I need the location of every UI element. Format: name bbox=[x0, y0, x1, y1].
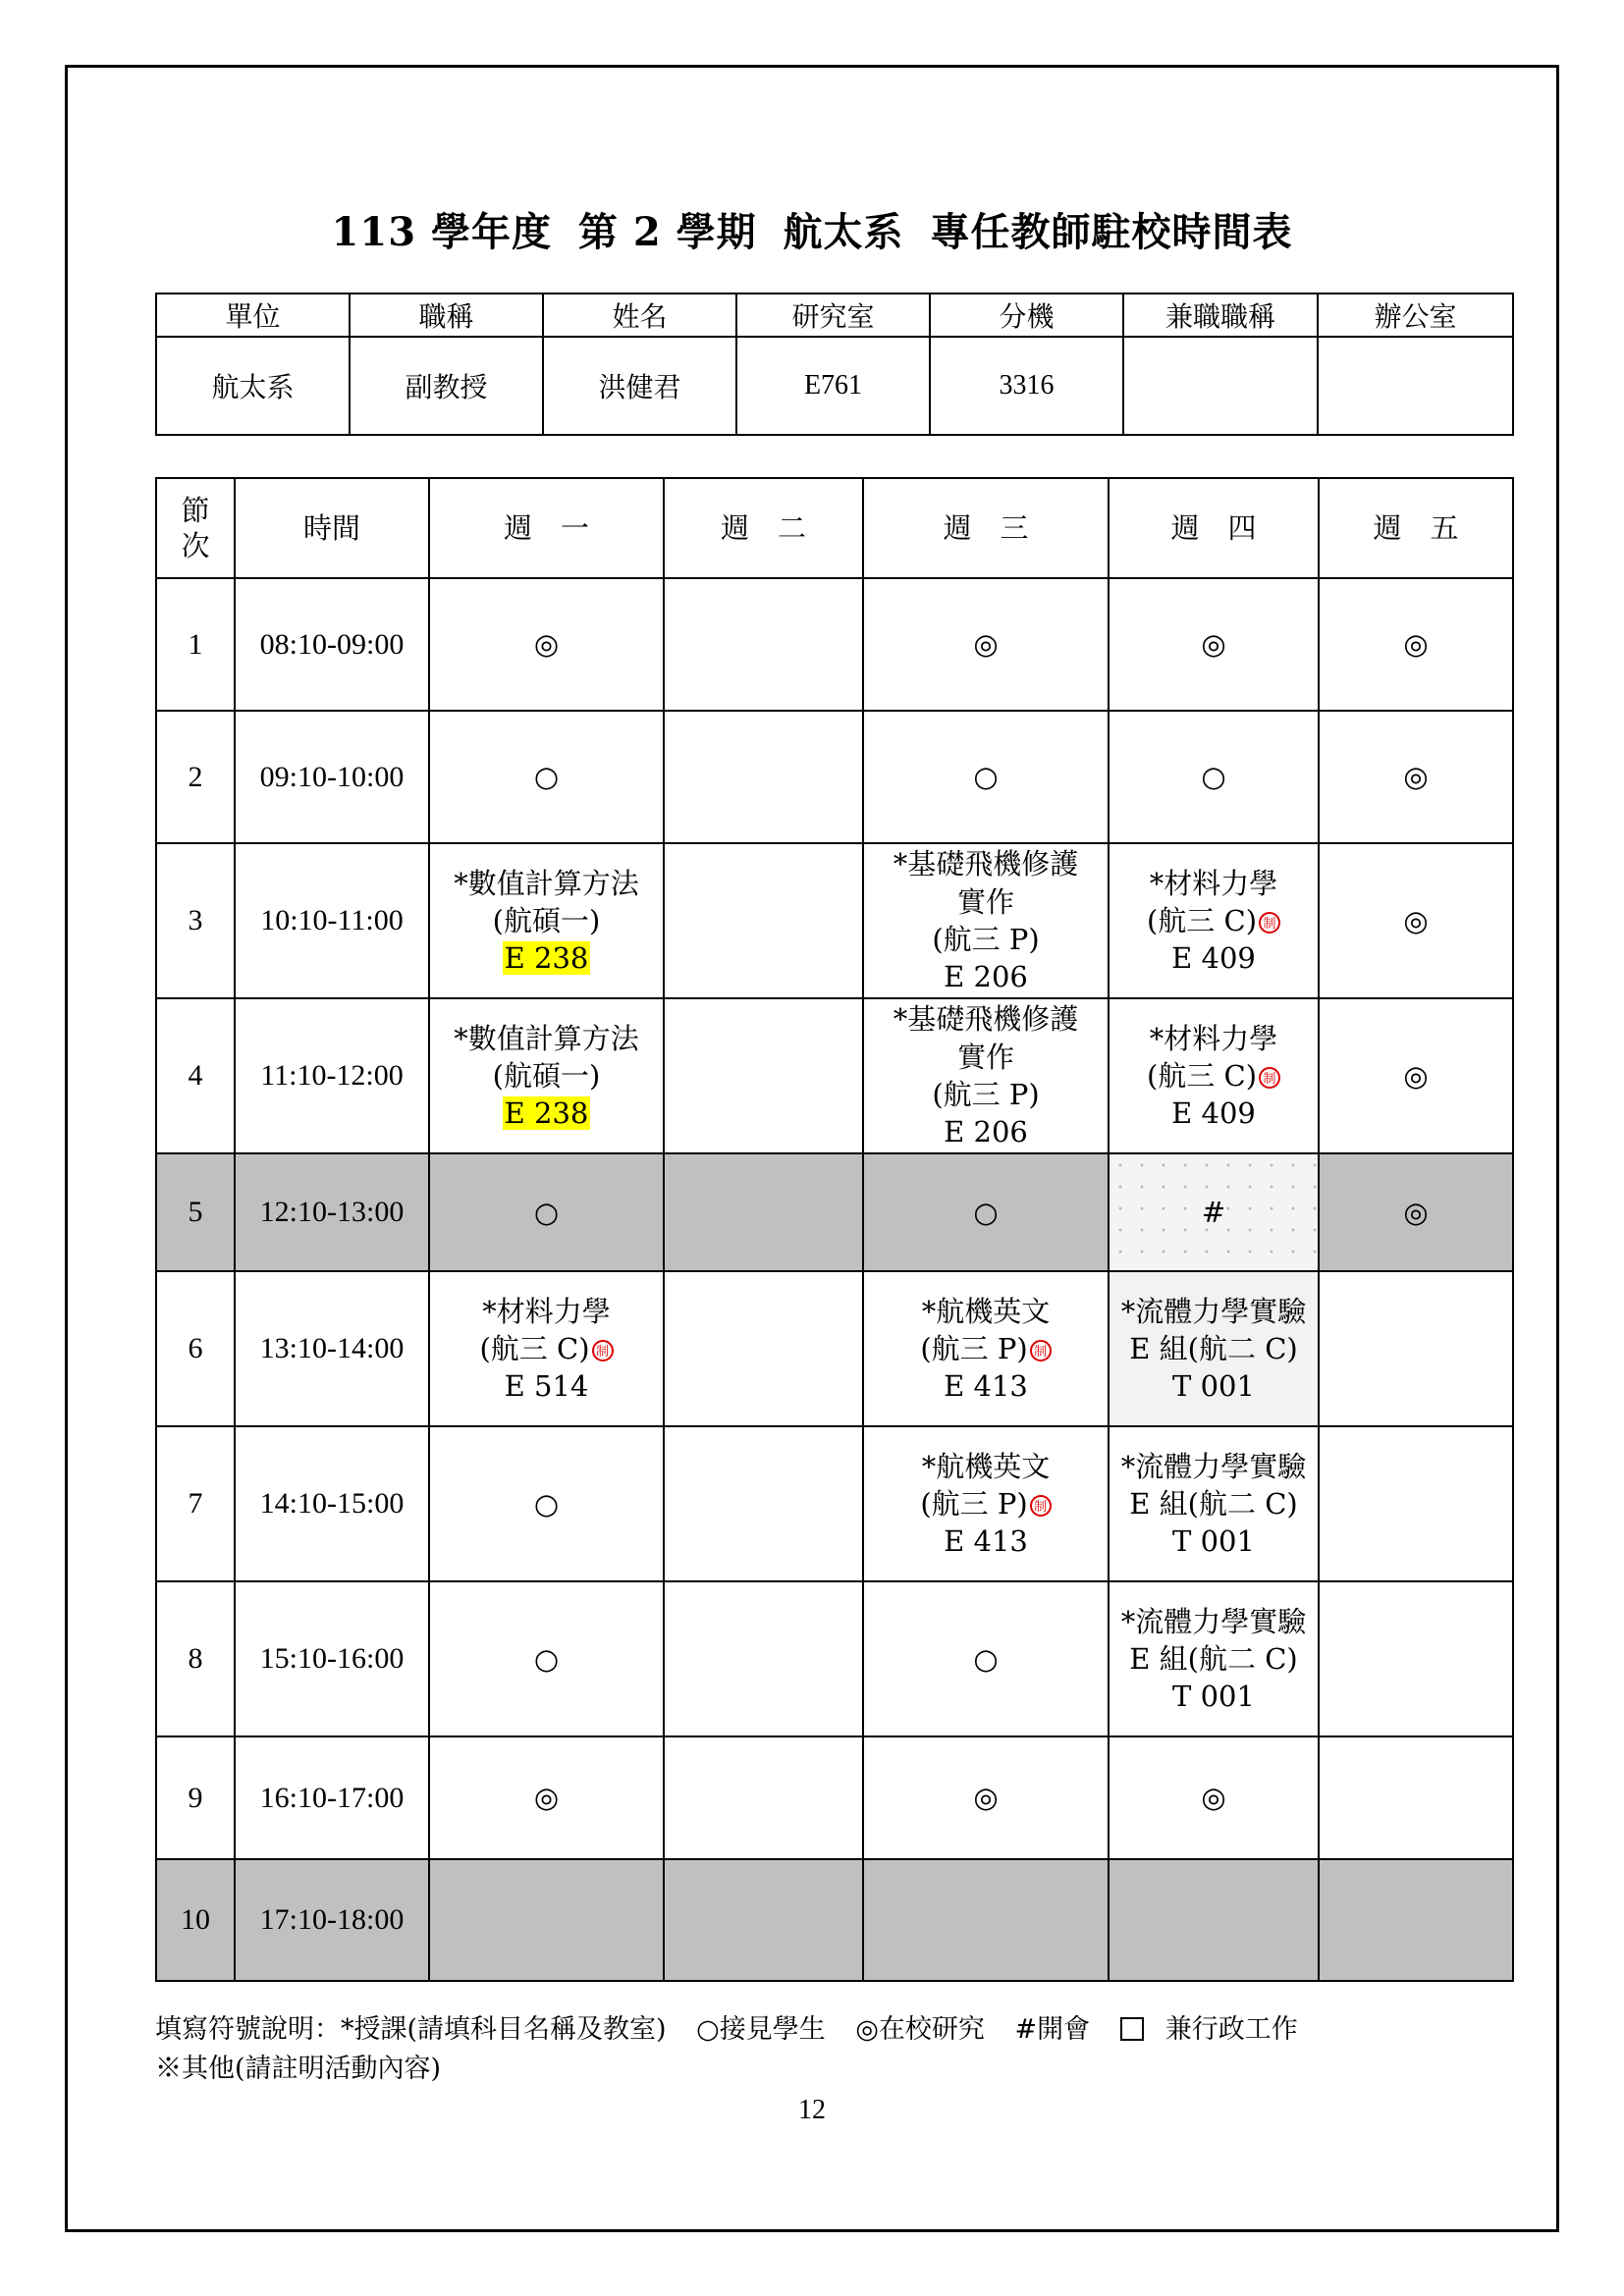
table-row bbox=[156, 1581, 1513, 1736]
course-name: *流體力學實驗 bbox=[1120, 1604, 1307, 1638]
info-header-ext: 分機 bbox=[930, 294, 1123, 337]
info-name: 洪健君 bbox=[543, 337, 736, 435]
cell-tue bbox=[664, 1426, 863, 1581]
course-class: (航碩一) bbox=[492, 903, 601, 937]
period-time: 08:10-09:00 bbox=[235, 578, 429, 711]
period-time: 10:10-11:00 bbox=[235, 843, 429, 998]
header-time: 時間 bbox=[235, 478, 429, 578]
header-fri: 週 五 bbox=[1319, 478, 1513, 578]
table-row bbox=[156, 998, 1513, 1153]
course-room: E 409 bbox=[1171, 941, 1256, 976]
course-name: *流體力學實驗 bbox=[1120, 1294, 1307, 1328]
cell-tue bbox=[664, 1859, 863, 1981]
course-class: (航三 C) bbox=[479, 1331, 590, 1365]
course-name: *材料力學 bbox=[1149, 1021, 1278, 1055]
info-header-title: 職稱 bbox=[350, 294, 543, 337]
course-name: *航機英文 bbox=[921, 1449, 1051, 1483]
course-room: E 409 bbox=[1171, 1096, 1256, 1131]
cell-wed: ◎ bbox=[863, 578, 1109, 711]
seal-stamp: 制 bbox=[592, 1340, 614, 1362]
cell-fri: ◎ bbox=[1319, 578, 1513, 711]
header-wed: 週 三 bbox=[863, 478, 1109, 578]
cell-mon: ◎ bbox=[429, 578, 664, 711]
course-name: *材料力學 bbox=[1149, 866, 1278, 900]
table-row bbox=[156, 843, 1513, 998]
cell-thu: ○ bbox=[1109, 711, 1319, 843]
cell-tue bbox=[664, 998, 863, 1153]
period-time: 12:10-13:00 bbox=[235, 1153, 429, 1271]
period-number: 4 bbox=[156, 998, 235, 1153]
course-class: (航三 C) bbox=[1146, 903, 1258, 937]
seal-stamp: 制 bbox=[1030, 1340, 1052, 1362]
info-unit: 航太系 bbox=[156, 337, 350, 435]
course-aviation-english bbox=[863, 1271, 1109, 1426]
period-number: 8 bbox=[156, 1581, 235, 1736]
cell-wed bbox=[863, 1859, 1109, 1981]
period-number: 5 bbox=[156, 1153, 235, 1271]
cell-wed: ○ bbox=[863, 1153, 1109, 1271]
title-dept: 航太系 bbox=[783, 209, 904, 255]
course-name: *航機英文 bbox=[921, 1294, 1051, 1328]
course-name: *流體力學實驗 bbox=[1120, 1449, 1307, 1483]
period-number: 9 bbox=[156, 1736, 235, 1859]
header-thu: 週 四 bbox=[1109, 478, 1319, 578]
period-number: 2 bbox=[156, 711, 235, 843]
legend-meeting: #開會 bbox=[1014, 2014, 1091, 2045]
legend bbox=[155, 2010, 1320, 2089]
cell-tue bbox=[664, 1271, 863, 1426]
seal-stamp: 制 bbox=[1259, 1067, 1280, 1089]
cell-tue bbox=[664, 578, 863, 711]
period-time: 13:10-14:00 bbox=[235, 1271, 429, 1426]
cell-tue bbox=[664, 1736, 863, 1859]
legend-research: ◎在校研究 bbox=[855, 2014, 985, 2045]
course-room: E 238 bbox=[504, 1096, 589, 1131]
table-row bbox=[156, 1271, 1513, 1426]
course-room: T 001 bbox=[1172, 1524, 1255, 1559]
legend-meet-students: ○接見學生 bbox=[696, 2014, 826, 2045]
course-class: E 組(航二 C) bbox=[1129, 1486, 1298, 1521]
info-header-part-title: 兼職職稱 bbox=[1123, 294, 1318, 337]
table-row bbox=[156, 1153, 1513, 1271]
course-class: (航三 P) bbox=[920, 1331, 1028, 1365]
seal-stamp: 制 bbox=[1259, 912, 1280, 934]
cell-fri: ◎ bbox=[1319, 1153, 1513, 1271]
period-number: 1 bbox=[156, 578, 235, 711]
page-number: 12 bbox=[798, 2095, 826, 2125]
course-name-cont: 實作 bbox=[956, 884, 1014, 919]
title-year: 113 學年度 bbox=[331, 209, 552, 255]
course-class: (航三 P) bbox=[920, 1486, 1028, 1521]
course-name: *基礎飛機修護 bbox=[893, 847, 1079, 881]
info-part-title bbox=[1123, 337, 1318, 435]
info-ext: 3316 bbox=[930, 337, 1123, 435]
cell-fri bbox=[1319, 1426, 1513, 1581]
course-room: T 001 bbox=[1172, 1680, 1255, 1714]
checkbox-icon bbox=[1120, 2017, 1144, 2041]
course-room: E 238 bbox=[504, 941, 589, 976]
info-title: 副教授 bbox=[350, 337, 543, 435]
course-class: E 組(航二 C) bbox=[1129, 1641, 1298, 1676]
course-class: (航三 P) bbox=[932, 923, 1040, 956]
course-aviation-english bbox=[863, 1426, 1109, 1581]
cell-fri bbox=[1319, 1736, 1513, 1859]
course-name: *材料力學 bbox=[482, 1294, 611, 1328]
info-office: E761 bbox=[736, 337, 930, 435]
course-room: E 413 bbox=[944, 1524, 1028, 1559]
course-room: E 206 bbox=[944, 960, 1028, 994]
course-room: E 514 bbox=[504, 1369, 589, 1404]
cell-tue bbox=[664, 1153, 863, 1271]
course-name: *數值計算方法 bbox=[454, 1021, 639, 1055]
course-materials-mechanics bbox=[429, 1271, 664, 1426]
cell-mon: ○ bbox=[429, 1426, 664, 1581]
title-term: 第 2 學期 bbox=[577, 209, 757, 255]
cell-wed: ○ bbox=[863, 711, 1109, 843]
info-header-unit: 單位 bbox=[156, 294, 350, 337]
course-aircraft-maintenance bbox=[863, 998, 1109, 1153]
course-room: E 413 bbox=[944, 1369, 1028, 1404]
cell-mon: ○ bbox=[429, 1581, 664, 1736]
legend-admin-work: 兼行政工作 bbox=[1164, 2014, 1298, 2045]
info-admin-office bbox=[1318, 337, 1513, 435]
header-period bbox=[156, 478, 235, 578]
title-doc: 專任教師駐校時間表 bbox=[930, 209, 1293, 255]
course-class: (航三 P) bbox=[932, 1078, 1040, 1111]
course-class: (航碩一) bbox=[492, 1058, 601, 1093]
legend-teaching: 填寫符號說明：*授課(請填科目名稱及教室) bbox=[155, 2014, 667, 2045]
info-header-name: 姓名 bbox=[543, 294, 736, 337]
cell-wed: ◎ bbox=[863, 1736, 1109, 1859]
info-header-admin-office: 辦公室 bbox=[1318, 294, 1513, 337]
cell-fri: ◎ bbox=[1319, 998, 1513, 1153]
table-row bbox=[156, 1736, 1513, 1859]
seal-stamp: 制 bbox=[1030, 1495, 1052, 1517]
page-title bbox=[0, 201, 1624, 257]
table-row bbox=[156, 578, 1513, 711]
period-time: 09:10-10:00 bbox=[235, 711, 429, 843]
course-aircraft-maintenance bbox=[863, 843, 1109, 998]
header-period-text: 節次 bbox=[181, 493, 210, 562]
cell-fri: ◎ bbox=[1319, 711, 1513, 843]
course-numerical-methods bbox=[429, 998, 664, 1153]
schedule-header-row bbox=[156, 478, 1513, 578]
cell-tue bbox=[664, 1581, 863, 1736]
cell-fri bbox=[1319, 1859, 1513, 1981]
course-class: (航三 C) bbox=[1146, 1058, 1258, 1093]
period-number: 7 bbox=[156, 1426, 235, 1581]
cell-tue bbox=[664, 843, 863, 998]
cell-fri: ◎ bbox=[1319, 843, 1513, 998]
period-number: 3 bbox=[156, 843, 235, 998]
course-numerical-methods bbox=[429, 843, 664, 998]
cell-mon: ○ bbox=[429, 711, 664, 843]
cell-fri bbox=[1319, 1581, 1513, 1736]
course-materials-mechanics bbox=[1109, 998, 1319, 1153]
period-time: 14:10-15:00 bbox=[235, 1426, 429, 1581]
cell-fri bbox=[1319, 1271, 1513, 1426]
header-mon: 週 一 bbox=[429, 478, 664, 578]
period-time: 11:10-12:00 bbox=[235, 998, 429, 1153]
cell-mon bbox=[429, 1859, 664, 1981]
table-row bbox=[156, 711, 1513, 843]
cell-thu bbox=[1109, 1859, 1319, 1981]
course-fluid-lab bbox=[1109, 1271, 1319, 1426]
course-fluid-lab bbox=[1109, 1581, 1319, 1736]
course-room: E 206 bbox=[944, 1115, 1028, 1149]
schedule-table bbox=[155, 477, 1514, 1982]
table-row bbox=[156, 1426, 1513, 1581]
teacher-info-table bbox=[155, 293, 1514, 436]
cell-wed: ○ bbox=[863, 1581, 1109, 1736]
course-fluid-lab bbox=[1109, 1426, 1319, 1581]
course-name: *基礎飛機修護 bbox=[893, 1002, 1079, 1037]
info-header-office: 研究室 bbox=[736, 294, 930, 337]
cell-mon: ○ bbox=[429, 1153, 664, 1271]
period-time: 17:10-18:00 bbox=[235, 1859, 429, 1981]
cell-thu: ◎ bbox=[1109, 1736, 1319, 1859]
course-name-cont: 實作 bbox=[956, 1040, 1014, 1074]
course-class: E 組(航二 C) bbox=[1129, 1331, 1298, 1365]
course-materials-mechanics bbox=[1109, 843, 1319, 998]
period-time: 16:10-17:00 bbox=[235, 1736, 429, 1859]
cell-thu: ◎ bbox=[1109, 578, 1319, 711]
course-room: T 001 bbox=[1172, 1369, 1255, 1404]
legend-other: ※其他(請註明活動內容) bbox=[155, 2054, 442, 2084]
period-number: 10 bbox=[156, 1859, 235, 1981]
period-time: 15:10-16:00 bbox=[235, 1581, 429, 1736]
table-row bbox=[156, 1859, 1513, 1981]
header-tue: 週 二 bbox=[664, 478, 863, 578]
cell-thu: # bbox=[1109, 1153, 1319, 1271]
cell-tue bbox=[664, 711, 863, 843]
period-number: 6 bbox=[156, 1271, 235, 1426]
legend-line-1 bbox=[155, 2010, 1320, 2050]
course-name: *數值計算方法 bbox=[454, 866, 639, 900]
cell-mon: ◎ bbox=[429, 1736, 664, 1859]
